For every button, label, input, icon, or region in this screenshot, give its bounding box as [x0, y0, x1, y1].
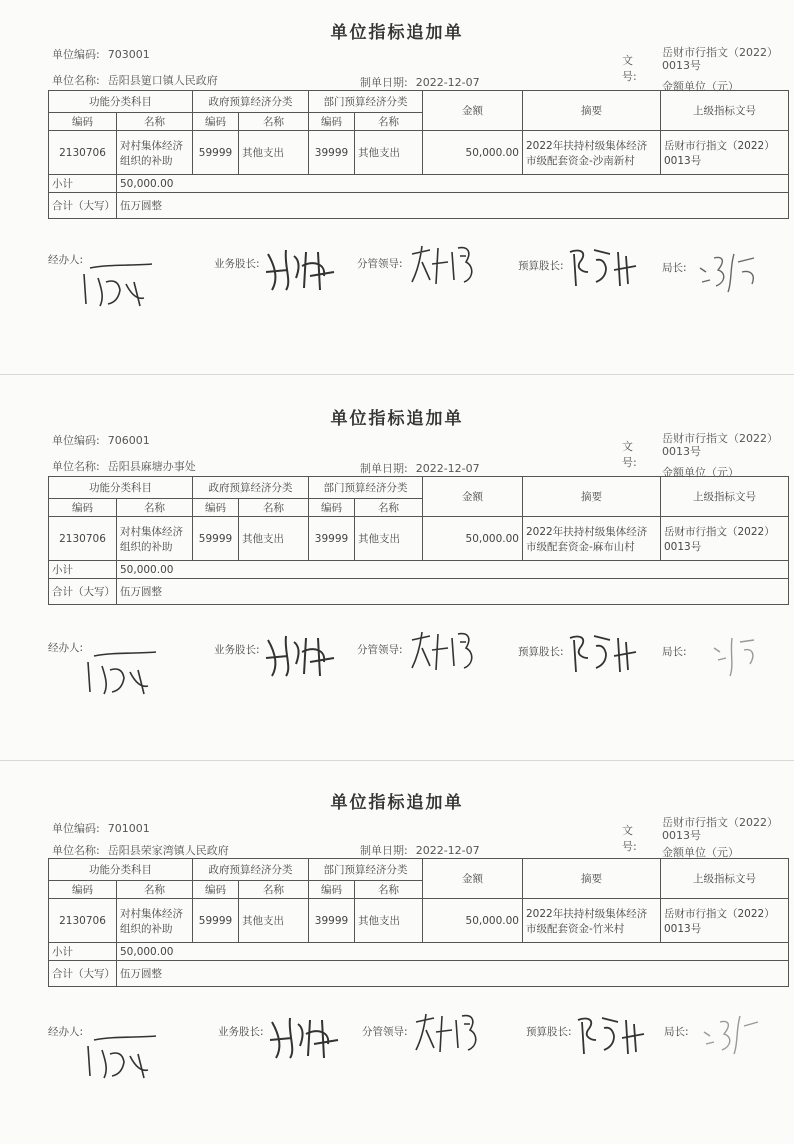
header-code: 编码 — [49, 881, 117, 899]
leader-signature — [412, 1008, 492, 1062]
summary-value: 2022年扶持村级集体经济市级配套资金-沙南新村 — [523, 131, 661, 175]
header-dept-economic: 部门预算经济分类 — [309, 859, 423, 881]
doc-number-label: 文号: — [622, 54, 637, 83]
unit-code-label: 单位编码: — [52, 434, 100, 447]
director-label: 局长: — [664, 1026, 689, 1038]
director-signature — [696, 246, 776, 300]
doc-number-value: 岳财市行指文（2022）0013号 — [662, 432, 778, 458]
header-name: 名称 — [355, 113, 423, 131]
table-row — [49, 131, 789, 175]
unit-code-row — [52, 46, 150, 62]
director-signature — [710, 630, 780, 684]
budget-chief-signature — [574, 1010, 654, 1064]
header-name: 名称 — [355, 881, 423, 899]
date-label: 制单日期: — [360, 462, 408, 475]
signature-block — [0, 626, 794, 716]
index-table — [48, 476, 789, 605]
director-signature — [700, 1010, 780, 1064]
total-caps-value: 伍万圆整 — [117, 193, 789, 219]
date-value: 2022-12-07 — [415, 462, 480, 475]
header-summary: 摘要 — [523, 477, 661, 517]
header-code: 编码 — [309, 881, 355, 899]
header-function-category: 功能分类科目 — [49, 477, 193, 499]
doc-number-value: 岳财市行指文（2022）0013号 — [662, 46, 778, 72]
header-function-category: 功能分类科目 — [49, 859, 193, 881]
handler-signature — [84, 1032, 164, 1086]
header-summary: 摘要 — [523, 859, 661, 899]
money-unit: 金额单位（元） — [662, 80, 739, 93]
gov-code: 59999 — [193, 899, 239, 943]
index-table — [48, 90, 789, 219]
date-row — [360, 842, 480, 858]
handler-signature — [84, 648, 164, 702]
leader-label: 分管领导: — [357, 644, 403, 656]
subtotal-label: 小计 — [49, 561, 117, 579]
index-form-1 — [0, 0, 794, 374]
subtotal-label: 小计 — [49, 175, 117, 193]
header-code: 编码 — [49, 113, 117, 131]
total-caps-value: 伍万圆整 — [117, 579, 789, 605]
header-name: 名称 — [117, 113, 193, 131]
business-chief-signature — [266, 1010, 346, 1064]
header-gov-economic: 政府预算经济分类 — [193, 91, 309, 113]
header-code: 编码 — [49, 499, 117, 517]
unit-name-value: 岳阳县荣家湾镇人民政府 — [107, 844, 229, 857]
header-name: 名称 — [355, 499, 423, 517]
unit-name-row — [52, 842, 229, 858]
total-caps-value: 伍万圆整 — [117, 961, 789, 987]
gov-name: 其他支出 — [239, 131, 309, 175]
index-form-2 — [0, 386, 794, 760]
handler-signature — [80, 260, 160, 314]
header-gov-economic: 政府预算经济分类 — [193, 477, 309, 499]
dept-code: 39999 — [309, 517, 355, 561]
leader-label: 分管领导: — [362, 1026, 408, 1038]
signature-block — [0, 240, 794, 330]
dept-name: 其他支出 — [355, 517, 423, 561]
function-code: 2130706 — [49, 131, 117, 175]
money-unit: 金额单位（元） — [662, 846, 739, 859]
date-value: 2022-12-07 — [415, 76, 480, 89]
date-label: 制单日期: — [360, 844, 408, 857]
unit-code-row — [52, 432, 150, 448]
header-amount: 金额 — [423, 91, 523, 131]
budget-chief-signature — [566, 628, 646, 682]
function-name: 对村集体经济组织的补助 — [117, 517, 193, 561]
header-gov-economic: 政府预算经济分类 — [193, 859, 309, 881]
header-amount: 金额 — [423, 859, 523, 899]
form-title: 单位指标追加单 — [330, 793, 464, 813]
signature-block — [0, 1010, 794, 1100]
total-caps-label: 合计（大写） — [49, 961, 117, 987]
budget-chief-label: 预算股长: — [518, 646, 564, 658]
header-upper-doc: 上级指标文号 — [661, 859, 789, 899]
header-name: 名称 — [117, 499, 193, 517]
function-code: 2130706 — [49, 517, 117, 561]
unit-name-row — [52, 458, 196, 474]
budget-chief-label: 预算股长: — [526, 1026, 572, 1038]
header-name: 名称 — [239, 881, 309, 899]
total-caps-label: 合计（大写） — [49, 193, 117, 219]
index-table — [48, 858, 789, 987]
date-row — [360, 74, 480, 90]
subtotal-value: 50,000.00 — [117, 175, 789, 193]
unit-name-label: 单位名称: — [52, 844, 100, 857]
summary-value: 2022年扶持村级集体经济市级配套资金-麻布山村 — [523, 517, 661, 561]
form-title: 单位指标追加单 — [330, 23, 464, 43]
unit-name-value: 岳阳县麻塘办事处 — [107, 460, 196, 473]
doc-number-label: 文号: — [622, 824, 637, 853]
handler-label: 经办人: — [48, 254, 84, 266]
summary-value: 2022年扶持村级集体经济市级配套资金-竹米村 — [523, 899, 661, 943]
unit-name-value: 岳阳县筻口镇人民政府 — [107, 74, 218, 87]
unit-code-value: 703001 — [107, 48, 150, 61]
gov-name: 其他支出 — [239, 899, 309, 943]
header-name: 名称 — [239, 113, 309, 131]
date-row — [360, 460, 480, 476]
upper-doc-value: 岳财市行指文（2022）0013号 — [661, 899, 789, 943]
total-caps-label: 合计（大写） — [49, 579, 117, 605]
header-dept-economic: 部门预算经济分类 — [309, 477, 423, 499]
header-amount: 金额 — [423, 477, 523, 517]
leader-label: 分管领导: — [357, 258, 403, 270]
dept-name: 其他支出 — [355, 899, 423, 943]
unit-code-value: 701001 — [107, 822, 150, 835]
header-code: 编码 — [193, 881, 239, 899]
index-form-3 — [0, 770, 794, 1144]
unit-code-label: 单位编码: — [52, 822, 100, 835]
table-row — [49, 517, 789, 561]
header-upper-doc: 上级指标文号 — [661, 477, 789, 517]
upper-doc-value: 岳财市行指文（2022）0013号 — [661, 131, 789, 175]
upper-doc-value: 岳财市行指文（2022）0013号 — [661, 517, 789, 561]
gov-code: 59999 — [193, 131, 239, 175]
gov-name: 其他支出 — [239, 517, 309, 561]
header-code: 编码 — [193, 113, 239, 131]
budget-chief-label: 预算股长: — [518, 260, 564, 272]
date-label: 制单日期: — [360, 76, 408, 89]
dept-name: 其他支出 — [355, 131, 423, 175]
budget-chief-signature — [566, 242, 646, 296]
business-chief-signature — [262, 628, 342, 682]
unit-name-label: 单位名称: — [52, 460, 100, 473]
doc-number-label: 文号: — [622, 440, 637, 469]
money-unit: 金额单位（元） — [662, 466, 739, 479]
header-name: 名称 — [117, 881, 193, 899]
header-code: 编码 — [309, 113, 355, 131]
table-row — [49, 899, 789, 943]
unit-code-value: 706001 — [107, 434, 150, 447]
doc-number-value: 岳财市行指文（2022）0013号 — [662, 816, 778, 842]
unit-code-row — [52, 820, 150, 836]
gov-code: 59999 — [193, 517, 239, 561]
amount-value: 50,000.00 — [423, 517, 523, 561]
function-name: 对村集体经济组织的补助 — [117, 131, 193, 175]
dept-code: 39999 — [309, 131, 355, 175]
business-chief-signature — [262, 242, 342, 296]
form-divider — [0, 760, 794, 762]
business-chief-label: 业务股长: — [214, 644, 260, 656]
header-code: 编码 — [193, 499, 239, 517]
header-code: 编码 — [309, 499, 355, 517]
business-chief-label: 业务股长: — [214, 258, 260, 270]
subtotal-label: 小计 — [49, 943, 117, 961]
unit-code-label: 单位编码: — [52, 48, 100, 61]
function-code: 2130706 — [49, 899, 117, 943]
header-name: 名称 — [239, 499, 309, 517]
dept-code: 39999 — [309, 899, 355, 943]
subtotal-value: 50,000.00 — [117, 561, 789, 579]
amount-value: 50,000.00 — [423, 131, 523, 175]
handler-label: 经办人: — [48, 1026, 84, 1038]
leader-signature — [408, 240, 488, 294]
leader-signature — [408, 626, 488, 680]
unit-name-label: 单位名称: — [52, 74, 100, 87]
header-summary: 摘要 — [523, 91, 661, 131]
unit-name-row — [52, 72, 218, 88]
handler-label: 经办人: — [48, 642, 84, 654]
form-divider — [0, 374, 794, 376]
header-upper-doc: 上级指标文号 — [661, 91, 789, 131]
subtotal-value: 50,000.00 — [117, 943, 789, 961]
date-value: 2022-12-07 — [415, 844, 480, 857]
director-label: 局长: — [662, 646, 687, 658]
amount-value: 50,000.00 — [423, 899, 523, 943]
header-dept-economic: 部门预算经济分类 — [309, 91, 423, 113]
business-chief-label: 业务股长: — [218, 1026, 264, 1038]
form-title: 单位指标追加单 — [330, 409, 464, 429]
header-function-category: 功能分类科目 — [49, 91, 193, 113]
director-label: 局长: — [662, 262, 687, 274]
function-name: 对村集体经济组织的补助 — [117, 899, 193, 943]
